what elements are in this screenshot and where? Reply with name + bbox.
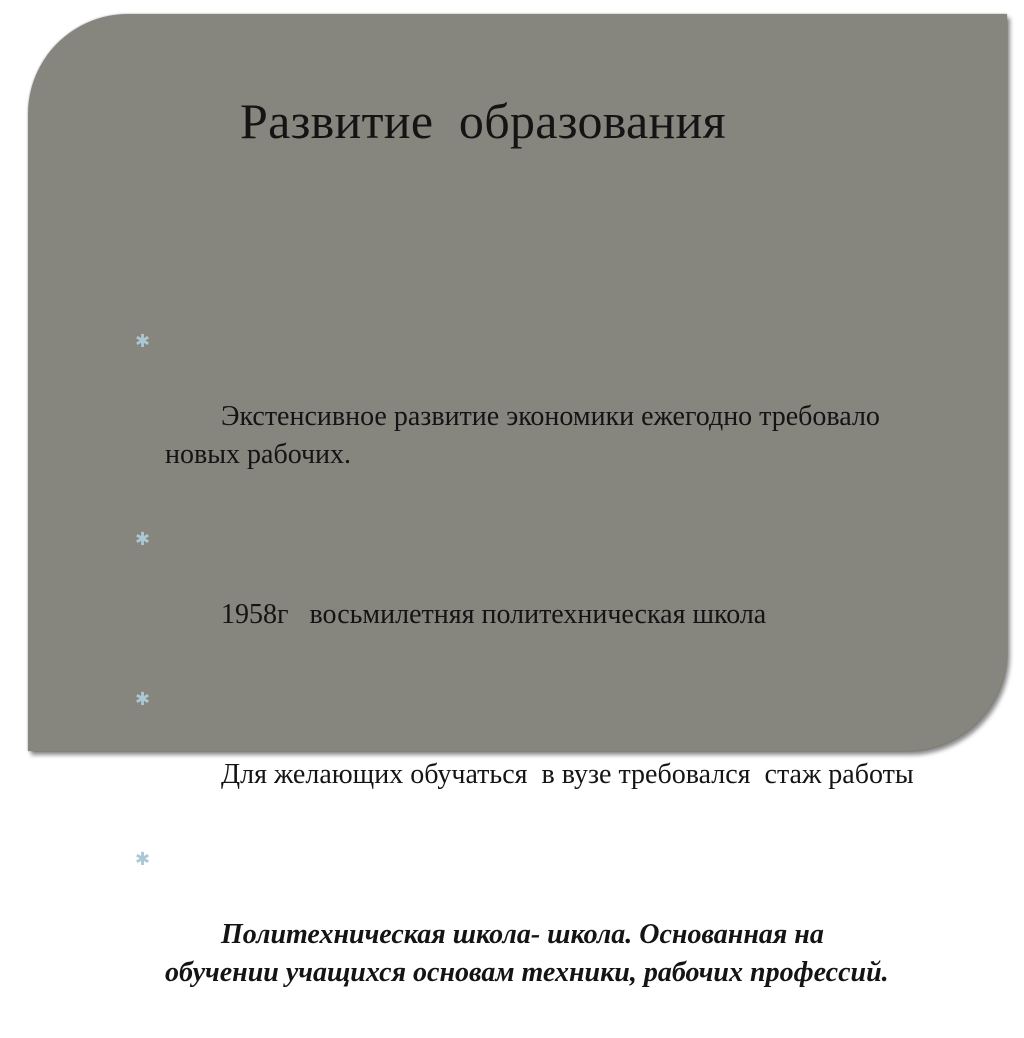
bullet-list <box>132 322 932 1038</box>
bullet-text: Экстенсивное развитие экономики ежегодно требовало новых рабочих. <box>165 401 887 470</box>
star-bullet-icon: ✱ <box>135 529 151 549</box>
star-bullet-icon: ✱ <box>135 689 151 709</box>
bullet-item-emphasized <box>132 840 932 1030</box>
slide-panel <box>28 14 1007 988</box>
bullet-text: Политехническая школа- школа. Основанная на обучении учащихся основам техники, рабочих профессий. <box>165 919 889 988</box>
slide-title: Развитие образования <box>240 93 726 149</box>
bullet-item <box>132 680 932 832</box>
bullet-text: 1958г восьмилетняя политехническая школа <box>221 599 767 630</box>
bullet-item <box>132 520 932 672</box>
bullet-item <box>132 322 932 512</box>
star-bullet-icon: ✱ <box>135 849 151 869</box>
star-bullet-icon: ✱ <box>135 331 151 351</box>
bullet-text: Для желающих обучаться в вузе требовался стаж работы <box>221 759 914 790</box>
